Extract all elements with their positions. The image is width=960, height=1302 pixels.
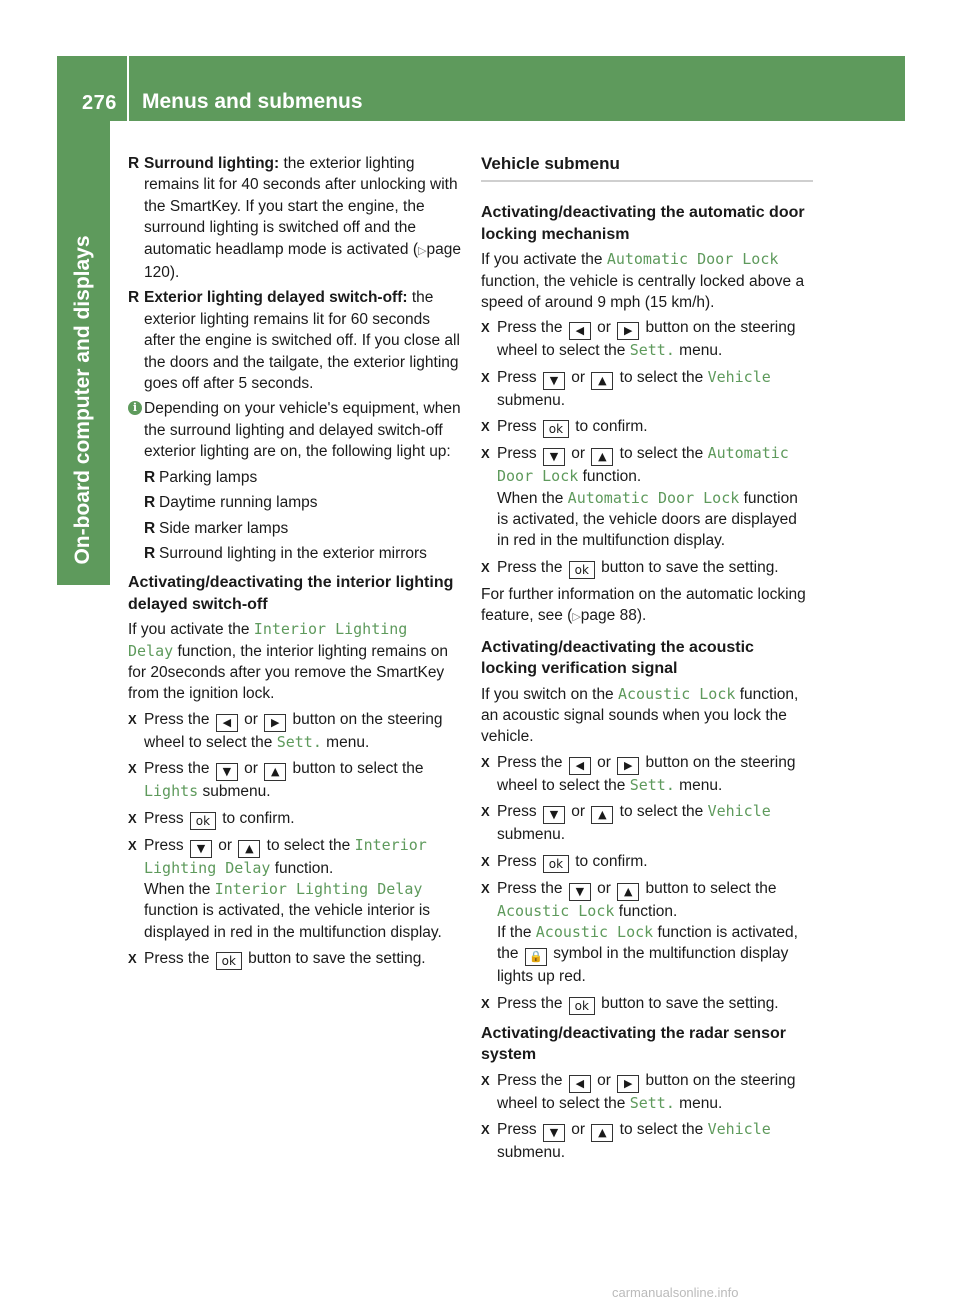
text: ).	[636, 607, 647, 625]
step: X Press ok to confirm.	[481, 852, 648, 871]
info-icon: i	[128, 401, 142, 415]
header-divider	[127, 56, 129, 121]
function-name: Acoustic Lock	[497, 901, 615, 920]
info-note	[128, 398, 461, 462]
up-arrow-key-icon: ▲	[591, 1124, 613, 1142]
function-name: Acoustic Lock	[535, 922, 654, 941]
step-text: When the	[144, 880, 211, 898]
step: X Press ▼ or ▲ to select the Vehicle submenu.	[481, 367, 771, 409]
step-text: Press	[497, 418, 537, 436]
menu-name: Sett.	[629, 1093, 675, 1112]
intro-text: function, the interior lighting remains on for 20seconds after you remove the SmartKey from the ignition lock.	[128, 642, 449, 703]
function-name: Acoustic Lock	[618, 684, 736, 703]
paragraph	[481, 584, 813, 629]
step-text: or	[571, 1120, 586, 1138]
step-text: or	[597, 879, 611, 897]
right-arrow-key-icon: ▶	[617, 757, 639, 775]
step-text: symbol in the multifunction display lights up red.	[497, 945, 789, 986]
step: X Press ok to confirm.	[128, 809, 295, 828]
ok-key-icon: ok	[543, 420, 569, 438]
menu-name: Lights	[144, 782, 199, 801]
down-arrow-key-icon: ▼	[569, 883, 591, 901]
menu-name: Vehicle	[707, 802, 771, 821]
up-arrow-key-icon: ▲	[238, 840, 260, 858]
left-arrow-key-icon: ◀	[216, 714, 238, 732]
step-text: Press	[497, 445, 537, 463]
info-text: Depending on your vehicle's equipment, when the surround lighting and delayed switch-off exterior lighting are on, the following light up:	[144, 400, 461, 461]
step-text: Press	[497, 1120, 537, 1138]
step: X Press the ◀ or ▶ button on the steering wheel to select the Sett. menu.	[128, 710, 443, 751]
step-text: or	[244, 710, 258, 728]
step-text: Press	[497, 852, 537, 870]
step-text: or	[597, 753, 611, 771]
down-arrow-key-icon: ▼	[543, 806, 565, 824]
menu-name: Vehicle	[707, 367, 771, 386]
step-text: Press the	[497, 753, 563, 771]
up-arrow-key-icon: ▲	[264, 763, 286, 781]
step-text: to confirm.	[222, 809, 295, 827]
list-item: R Surround lighting in the exterior mirrors	[144, 544, 427, 562]
step: X Press the ◀ or ▶ button on the steering wheel to select the Sett. menu.	[481, 753, 796, 794]
paragraph	[481, 249, 813, 313]
menu-name: Vehicle	[707, 1119, 771, 1138]
step-text: button to save the setting.	[601, 558, 779, 576]
step: X Press the ▼ or ▲ button to select the Acoustic Lock function. If the Acoustic Lock function is activated, the 🔒 symbol in the multifunction display lights up red.	[481, 879, 798, 986]
step-text: When the	[497, 489, 564, 507]
step-text: or	[571, 445, 586, 463]
function-name: Automatic Door Lock	[567, 488, 740, 507]
step: X Press the ok button to save the setting.	[481, 994, 779, 1013]
heading-acoustic-lock: Activating/deactivating the acoustic locking verification signal	[481, 638, 754, 678]
right-column	[481, 153, 813, 1168]
step: X Press the ▼ or ▲ button to select the Lights submenu.	[128, 760, 424, 801]
step-text: submenu.	[202, 783, 271, 801]
step-text: Press	[144, 809, 184, 827]
function-name: Automatic Door Lock	[606, 250, 779, 269]
down-arrow-key-icon: ▼	[543, 448, 565, 466]
step: X Press the ok button to save the setting.	[128, 950, 426, 969]
step-text: to confirm.	[575, 852, 648, 870]
menu-name: Sett.	[629, 775, 675, 794]
heading-radar-sensor: Activating/deactivating the radar sensor system	[481, 1024, 786, 1064]
step-text: Press	[144, 836, 184, 854]
step-text: menu.	[679, 342, 723, 360]
step-text: or	[597, 1071, 611, 1089]
step-text: to select the	[266, 836, 351, 854]
right-arrow-key-icon: ▶	[617, 1075, 639, 1093]
section-title: Menus and submenus	[142, 90, 363, 113]
bullet-label: Exterior lighting delayed switch-off:	[144, 289, 408, 307]
step-text: to select the	[619, 368, 704, 386]
step-text: submenu.	[497, 826, 566, 844]
step-text: button on the steering wheel to select the	[144, 710, 443, 751]
intro-paragraph	[128, 619, 461, 705]
step: X Press ▼ or ▲ to select the Interior Lighting Delay function. When the Interior Lighting Delay function is activated, the vehicle interior is displayed in red in the multifunction display.	[128, 835, 442, 941]
bullet-text: the exterior lighting remains lit for 40 seconds after unlocking with the SmartKey. If you start the engine, the surround lighting is switched off and the automatic headlamp mode is activated (	[144, 155, 458, 258]
step-text: or	[571, 368, 586, 386]
step-text: button on the steering wheel to select the	[497, 1071, 796, 1112]
step-text: Press	[497, 368, 537, 386]
function-name: Interior Lighting Delay	[214, 879, 423, 898]
step-text: button on the steering wheel to select the	[497, 753, 796, 794]
step: X Press ▼ or ▲ to select the Automatic Door Lock function. When the Automatic Door Lock function is activated, the vehicle doors are displayed in red in the multifunction display.	[481, 444, 798, 550]
step-text: or	[571, 803, 586, 821]
step-text: Press	[497, 803, 537, 821]
step: X Press the ok button to save the setting.	[481, 558, 779, 577]
step-text: to select the	[619, 803, 704, 821]
up-arrow-key-icon: ▲	[617, 883, 639, 901]
step-text: menu.	[679, 1094, 723, 1112]
bullet-exterior: R Exterior lighting delayed switch-off: the exterior lighting remains lit for 60 seconds after the engine is switched off. If you close all the doors and the tailgate, the exterior lighting goes off after 5 seconds.	[128, 289, 460, 393]
page-ref[interactable]: page 120	[144, 240, 461, 282]
list-item-text: Daytime running lamps	[159, 494, 318, 512]
down-arrow-key-icon: ▼	[190, 840, 212, 858]
step-text: Press the	[497, 1071, 563, 1089]
text: function, the vehicle is centrally locked above a speed of around 9 mph (15 km/h).	[481, 272, 805, 312]
text: function, an acoustic signal sounds when you lock the vehicle.	[481, 685, 799, 746]
step-text: Press the	[497, 319, 563, 337]
step: X Press ok to confirm.	[481, 418, 648, 437]
left-arrow-key-icon: ◀	[569, 757, 591, 775]
ok-key-icon: ok	[569, 561, 595, 579]
step-text: Press the	[144, 760, 210, 778]
step: X Press the ◀ or ▶ button on the steering wheel to select the Sett. menu.	[481, 319, 796, 360]
heading-interior-lighting: Activating/deactivating the interior lighting delayed switch-off	[128, 574, 454, 613]
list-item-text: Parking lamps	[159, 468, 258, 486]
side-tab-label: On-board computer and displays	[71, 235, 94, 565]
step-text: Press the	[497, 879, 563, 897]
heading-automatic-door-lock: Activating/deactivating the automatic door locking mechanism	[481, 204, 805, 243]
down-arrow-key-icon: ▼	[543, 372, 565, 390]
step-text: or	[218, 836, 233, 854]
step-text: function.	[582, 468, 642, 486]
right-arrow-key-icon: ▶	[617, 322, 639, 340]
bullet-label: Surround lighting:	[144, 155, 280, 172]
ok-key-icon: ok	[216, 952, 242, 970]
vehicle-submenu-title: Vehicle submenu	[481, 153, 813, 182]
step-text: Press the	[497, 994, 563, 1012]
list-item: R Daytime running lamps	[144, 494, 318, 512]
list-item: R Parking lamps	[144, 468, 258, 486]
step-text: Press the	[497, 558, 563, 576]
function-name: Interior Lighting Delay	[128, 620, 408, 660]
function-name: Automatic Door Lock	[497, 444, 789, 486]
step-text: to select the	[619, 445, 704, 463]
text: If you activate the	[481, 251, 603, 269]
step-text: to confirm.	[575, 418, 648, 436]
menu-name: Sett.	[629, 341, 675, 360]
step: X Press the ◀ or ▶ button on the steering wheel to select the Sett. menu.	[481, 1071, 796, 1112]
step-text: button on the steering wheel to select the	[497, 319, 796, 360]
left-column	[128, 153, 461, 975]
step-text: or	[244, 760, 258, 778]
watermark: carmanualsonline.info	[612, 1285, 739, 1300]
right-arrow-key-icon: ▶	[264, 714, 286, 732]
step-text: function.	[618, 902, 678, 920]
step-text: submenu.	[497, 391, 566, 409]
paragraph	[481, 684, 813, 748]
down-arrow-key-icon: ▼	[216, 763, 238, 781]
text: For further information on the automatic locking feature, see (	[481, 585, 806, 625]
step-text: Press the	[144, 710, 210, 728]
function-name: Interior Lighting Delay	[144, 835, 427, 877]
page-ref-icon: ▷	[572, 611, 581, 624]
bullet-text: the exterior lighting remains lit for 60 seconds after the engine is switched off. If you close all the doors and the tailgate, the exterior lighting goes off after 5 seconds.	[144, 289, 460, 393]
down-arrow-key-icon: ▼	[543, 1124, 565, 1142]
up-arrow-key-icon: ▲	[591, 372, 613, 390]
step-text: menu.	[326, 733, 370, 751]
step-text: menu.	[679, 776, 723, 794]
intro-text: If you activate the	[128, 621, 254, 639]
step-text: button to save the setting.	[248, 950, 426, 968]
list-item-text: Side marker lamps	[159, 519, 289, 537]
page-number: 276	[82, 92, 117, 114]
step: X Press ▼ or ▲ to select the Vehicle submenu.	[481, 802, 771, 844]
step-text: Press the	[144, 950, 210, 968]
step-text: If the	[497, 923, 532, 941]
step-text: submenu.	[497, 1143, 566, 1161]
step-text: function is activated, the vehicle interior is displayed in red in the multifunction display.	[144, 902, 442, 941]
bullet-surround: R Surround lighting: the exterior lighting remains lit for 40 seconds after unlocking with the SmartKey. If you start the engine, the surround lighting is switched off and the automatic headlamp mode is activated (▷page 120).	[128, 155, 461, 282]
bullet-tail: ).	[169, 264, 180, 282]
step-text: or	[597, 319, 611, 337]
up-arrow-key-icon: ▲	[591, 448, 613, 466]
step-text: to select the	[619, 1120, 704, 1138]
step: X Press ▼ or ▲ to select the Vehicle submenu.	[481, 1119, 771, 1161]
ok-key-icon: ok	[543, 855, 569, 873]
left-arrow-key-icon: ◀	[569, 1075, 591, 1093]
left-arrow-key-icon: ◀	[569, 322, 591, 340]
step-text: button to select the	[292, 760, 424, 778]
step-text: button to save the setting.	[601, 994, 779, 1012]
step-text: button to select the	[645, 879, 777, 897]
page-ref[interactable]: page 88	[580, 607, 637, 625]
step-text: function is activated, the	[497, 923, 798, 963]
ok-key-icon: ok	[569, 997, 595, 1015]
step-text: function is activated, the vehicle doors are displayed in red in the multifunction display.	[497, 489, 798, 550]
list-item-text: Surround lighting in the exterior mirrors	[159, 544, 427, 562]
lock-icon: 🔒	[525, 948, 547, 966]
up-arrow-key-icon: ▲	[591, 806, 613, 824]
ok-key-icon: ok	[190, 812, 216, 830]
step-text: function.	[274, 859, 334, 877]
text: If you switch on the	[481, 685, 614, 703]
page-ref-icon: ▷	[417, 244, 427, 257]
list-item: R Side marker lamps	[144, 519, 289, 537]
menu-name: Sett.	[276, 732, 322, 751]
